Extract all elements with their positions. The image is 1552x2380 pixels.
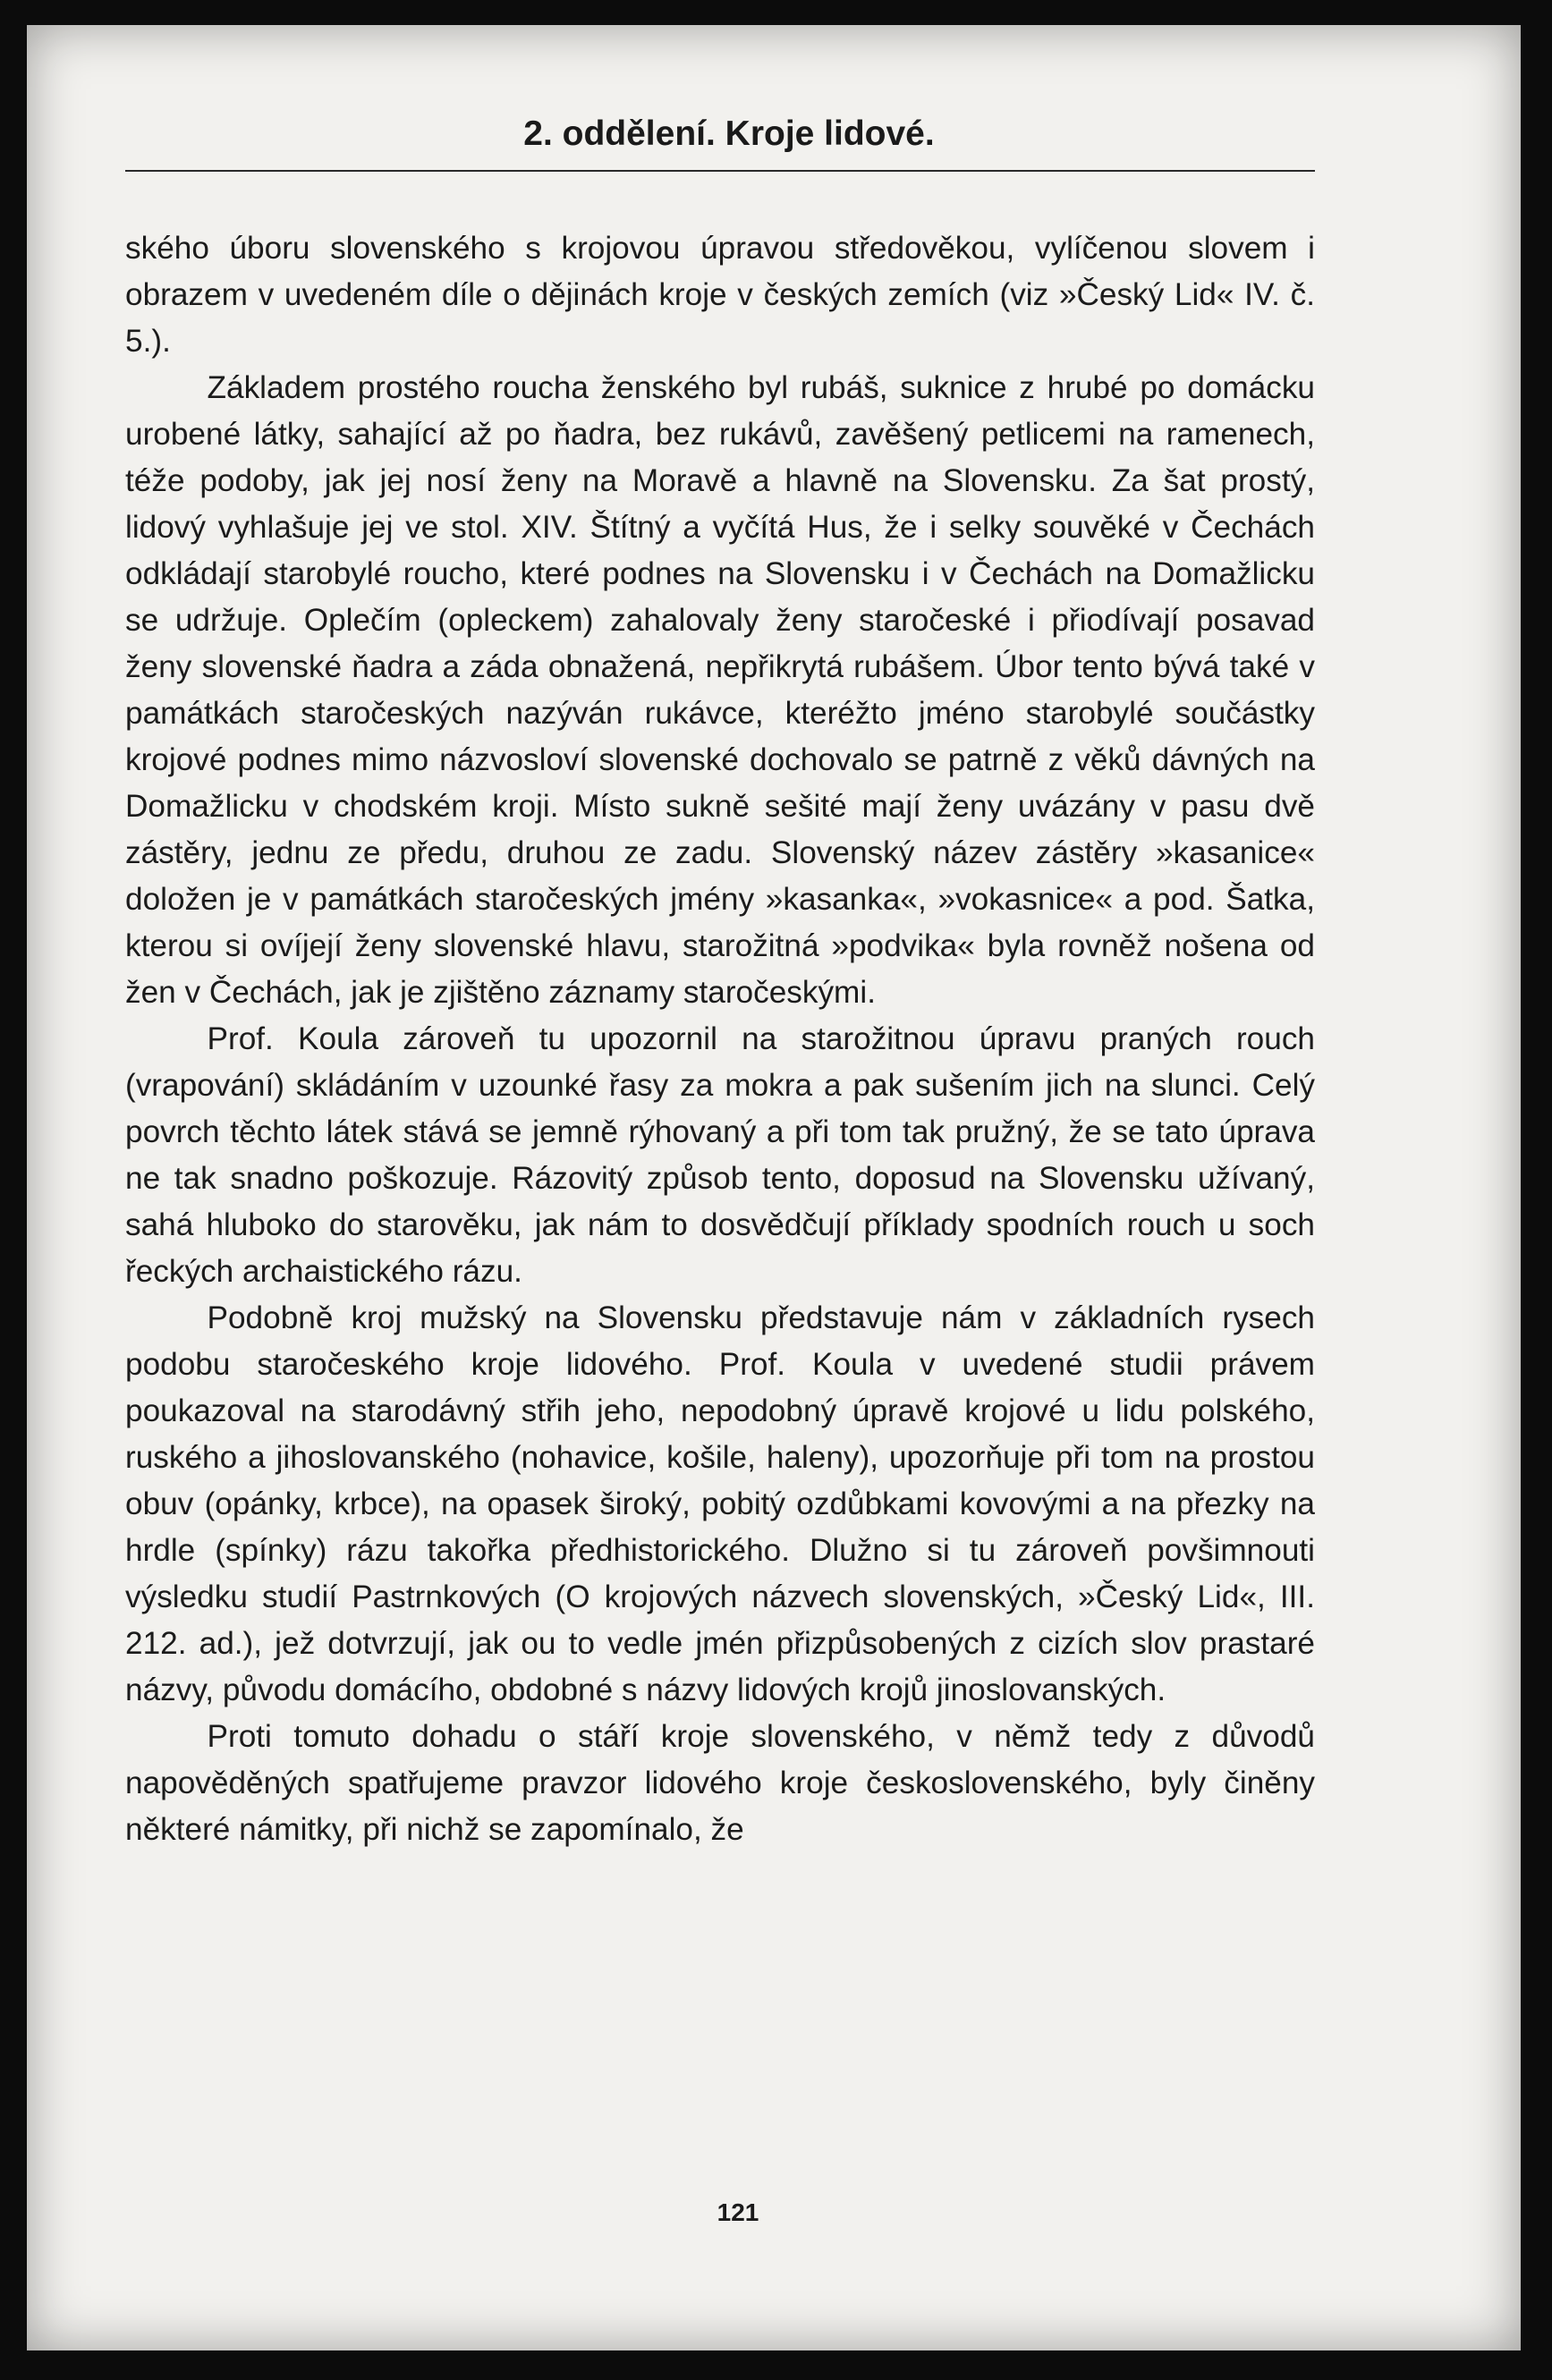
- paragraph: Základem prostého roucha ženského byl rubáš, suknice z hrubé po domácku urobené látky, sahající až po ňadra, bez rukávů, zavěšený petlicemi na ramenech, téže podoby, jak jej nosí ženy na Moravě a hlavně na Slovensku. Za šat prostý, lidový vyhlašuje jej ve stol. XIV. Štítný a vyčítá Hus, že i selky souvěké v Čechách odkládají starobylé roucho, které podnes na Slovensku i v Čechách na Domažlicku se udržuje. Oplečím (opleckem) zahalovaly ženy staročeské i přiodívají posavad ženy slovenské ňadra a záda obnažená, nepřikrytá rubášem. Úbor tento bývá také v památkách staročeských nazýván rukávce, kteréžto jméno starobylé součástky krojové podnes mimo názvosloví slovenské dochovalo se patrně z věků dávných na Domažlicku v chodském kroji. Místo sukně sešité mají ženy uvázány v pasu dvě zástěry, jednu ze předu, druhou ze zadu. Slovenský název zástěry »kasanice« doložen je v památkách staročeských jmény »kasanka«, »vokasnice« a pod. Šatka, kterou si ovíjejí ženy slovenské hlavu, starožitná »podvika« byla rovněž nošena od žen v Čechách, jak je zjištěno záznamy staročeskými.: [125, 370, 1315, 1010]
- page-header: 2. oddělení. Kroje lidové.: [523, 114, 935, 153]
- page-number: 121: [717, 2198, 759, 2226]
- document-page: [27, 25, 1521, 2350]
- paragraph: Prof. Koula zároveň tu upozornil na starožitnou úpravu praných rouch (vrapování) skládáním v uzounké řasy za mokra a pak sušením jich na slunci. Celý povrch těchto látek stává se jemně rýhovaný a při tom tak pružný, že se tato úprava ne tak snadno poškozuje. Rázovitý způsob tento, doposud na Slovensku užívaný, sahá hluboko do starověku, jak nám to dosvědčují příklady spodních rouch u soch řeckých archaistického rázu.: [125, 1021, 1315, 1289]
- paragraph-continuation: ského úboru slovenského s krojovou úpravou středověkou, vylíčenou slovem i obrazem v uvedeném díle o dějinách kroje v českých zemích (viz »Český Lid« IV. č. 5.).: [125, 231, 1315, 359]
- body-text: [125, 225, 1315, 1853]
- paragraph: Proti tomuto dohadu o stáří kroje slovenského, v němž tedy z důvodů napověděných spatřujeme pravzor lidového kroje československého, byly činěny některé námitky, při nichž se zapomínalo, že: [125, 1719, 1315, 1847]
- paragraph: Podobně kroj mužský na Slovensku představuje nám v základních rysech podobu staročeského kroje lidového. Prof. Koula v uvedené studii právem poukazoval na starodávný střih jeho, nepodobný úpravě krojové u lidu polského, ruského a jihoslovanského (nohavice, košile, haleny), upozorňuje při tom na prostou obuv (opánky, krbce), na opasek široký, pobitý ozdůbkami kovovými a na přezky na hrdle (spínky) rázu takořka předhistorického. Dlužno si tu zároveň povšimnouti výsledku studií Pastrnkových (O krojových názvech slovenských, »Český Lid«, III. 212. ad.), jež dotvrzují, jak ou to vedle jmén přizpůsobených z cizích slov prastaré názvy, původu domácího, obdobné s názvy lidových krojů jinoslovanských.: [125, 1300, 1315, 1707]
- header-rule: [125, 170, 1315, 172]
